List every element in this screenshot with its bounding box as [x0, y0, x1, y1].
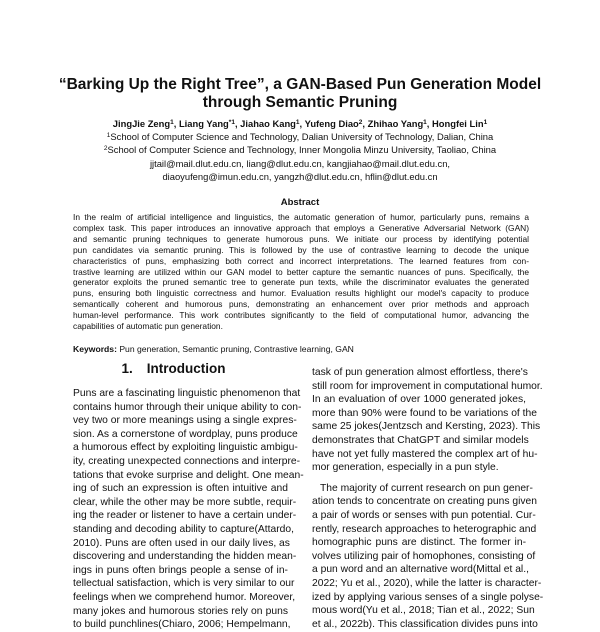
affiliation	[40, 130, 560, 143]
text-line: ized by applying various senses of a single polyse-	[312, 591, 544, 603]
text-line: homographic puns are distinct. The former in-	[312, 537, 526, 549]
text-line: ity, creating unexpected connections and interpre-	[73, 455, 301, 467]
text-line: clear, while the other may be more subtle, requir-	[73, 496, 297, 508]
text-line: ing of such an expression is often intuitive and	[73, 483, 288, 495]
text-line: standing and decoding ability to capture(Attardo,	[73, 523, 294, 535]
author-list: JingJie Zeng$^1$, Liang Yang$^{*1}$, Jiahao Kang$^1$, Yufeng Diao$^2$, Zhihao Yang$^1$, Hongfei Lin$^1$	[112, 118, 488, 129]
keywords-label: Keywords:	[73, 344, 117, 354]
text-line: trastive learning are utilized within our GAN model to better capture the semantic nuances of puns. Specifically, the	[73, 266, 529, 277]
affiliation-text: School of Computer Science and Technology, Dalian University of Technology, Dalian, China	[110, 131, 494, 143]
text-line: 2022; Yu et al., 2020), while the latter is character-	[312, 577, 542, 589]
left-column	[73, 387, 304, 632]
text-line: contains humor through their unique ability to con-	[73, 401, 302, 413]
email-line: jjtail@mail.dlut.edu.cn, liang@dlut.edu.cn, kangjiahao@mail.dlut.edu.cn,	[149, 157, 451, 169]
author-affiliation-mark: 1	[483, 119, 488, 126]
affiliation-mark: 2	[103, 145, 108, 153]
paper-title	[40, 76, 560, 112]
section-title: Introduction	[146, 361, 226, 376]
text-line: a humorous effect by exploiting linguistic ambigu-	[73, 442, 298, 454]
text-line: discovering and understanding the hidden mean-	[73, 551, 297, 563]
text-line: and semantic pruning techniques to generate humorous puns. We initiate our process by identifying potential	[73, 233, 529, 244]
title-line: “Barking Up the Right Tree”, a GAN-Based Pun Generation Model	[58, 76, 542, 93]
text-line: many jokes and humorous stories rely on puns	[73, 605, 288, 617]
text-line: capabilities of automatic pun generation.	[73, 321, 223, 332]
text-line: et al., 2022b). This classification divides puns into	[312, 618, 538, 630]
text-line: rently, research approaches to heterographic and	[312, 523, 537, 535]
text-line: demonstrates that ChatGPT and similar models	[312, 434, 529, 446]
affiliation	[40, 143, 560, 156]
text-line: Puns are a fascinating linguistic phenomenon that	[73, 388, 301, 399]
text-line: a pun word and an alternative word(Mittal et al.,	[312, 564, 529, 576]
text-line: mous word(Yu et al., 2018; Tian et al., 2022; Sun	[312, 605, 535, 617]
email-line: diaoyufeng@imun.edu.cn, yangzh@dlut.edu.cn, hflin@dlut.edu.cn	[162, 170, 438, 182]
affiliation-mark: 1	[106, 132, 111, 140]
text-line: ings in puns often brings people a sense of in-	[73, 564, 288, 576]
section-heading-introduction	[73, 361, 288, 376]
author-affiliation-mark: 2	[358, 119, 363, 126]
author-affiliation-mark: *1	[228, 119, 235, 126]
author-name: Yufeng Diao	[304, 118, 359, 129]
text-line: complex task. This paper introduces an innovative approach that employs a Generative Adversarial Network (GAN)	[73, 222, 529, 233]
keywords-text: Pun generation, Semantic pruning, Contrastive learning, GAN	[119, 344, 354, 354]
text-line: human-level performance. This work contributes significantly to the field of computational humor, advancing the	[73, 310, 529, 321]
text-line: puns, ensuring both linguistic correctness and humor. Evaluation results highlight our model's capacity to produce	[73, 288, 529, 299]
right-column	[312, 366, 544, 631]
text-line: In an evaluation of over 1000 generated jokes,	[312, 394, 526, 406]
author-affiliation-mark: 1	[295, 119, 300, 126]
author-name: JingJie Zeng	[112, 118, 171, 129]
text-line: characteristics of puns, emphasizing both correct and incorrect interpretations. The learned features from con-	[73, 255, 529, 266]
text-line: more than 90% were found to be variations of the	[312, 407, 537, 419]
abstract-heading: Abstract	[280, 197, 320, 208]
text-line: ing the reader or listener to have a certain under-	[73, 510, 297, 522]
text-line: to build punchlines(Chiaro, 2006; Hempelmann,	[73, 619, 291, 631]
paragraph	[312, 482, 544, 632]
section-number: 1.	[121, 361, 133, 376]
affiliation-list	[40, 130, 560, 156]
text-line: semantically coherent and humorous puns, demonstrating an enhancement over prior methods and approach	[73, 299, 529, 310]
affiliation-text: School of Computer Science and Technology, Inner Mongolia Minzu University, Taoliao, China	[107, 144, 497, 156]
author-affiliation-mark: 1	[423, 119, 427, 126]
text-line: sion. As a cornerstone of wordplay, puns produce	[73, 428, 298, 440]
text-line: feelings when we comprehend humor. Moreover,	[73, 591, 296, 603]
author-name: Hongfei Lin	[432, 118, 484, 129]
text-line: In the realm of artificial intelligence and linguistics, the automatic generation of humor, particularly puns, remains a	[73, 212, 529, 222]
paragraph	[312, 366, 543, 475]
text-line: still room for improvement in computational humor.	[312, 380, 543, 392]
author-name: Zhihao Yang	[367, 118, 424, 129]
text-line: pun candidates via semantic pruning. This is followed by the use of contrastive learning to decode the unique	[73, 244, 529, 255]
author-name: Jiahao Kang	[240, 118, 296, 129]
text-line: same 25 jokes(Jentzsch and Kersting, 2023). This	[312, 421, 541, 433]
text-line: The majority of current research on pun gener-	[320, 482, 533, 494]
author-block	[40, 117, 560, 183]
text-line: generator exploits the pruned semantic tree to generate pun texts, while the discriminator evaluates the generated	[73, 277, 529, 288]
title-line: through Semantic Pruning	[202, 94, 398, 111]
text-line: tellectual satisfaction, which is very similar to our	[73, 578, 295, 590]
text-line: tations that evoke surprise and delight. One mean-	[73, 469, 304, 481]
text-line: have not yet fully mastered the complex art of hu-	[312, 448, 538, 460]
keywords	[73, 344, 354, 354]
text-line: mor generation, especially in a pun style.	[312, 462, 499, 474]
text-line: ation tends to concentrate on creating puns given	[312, 496, 537, 508]
text-line: task of pun generation almost effortless, there's	[312, 367, 528, 378]
text-line: volves utilizing pair of homophones, consisting of	[312, 550, 536, 562]
author-affiliation-mark: 1	[170, 119, 174, 126]
text-line: a pair of words or senses with pun potential. Cur-	[312, 509, 536, 521]
text-line: 2010). Puns are often used in our daily lives, as	[73, 537, 290, 549]
author-name: Liang Yang	[178, 118, 229, 129]
text-line: vey two or more meanings using a single expres-	[73, 415, 297, 427]
abstract-body	[73, 212, 529, 332]
